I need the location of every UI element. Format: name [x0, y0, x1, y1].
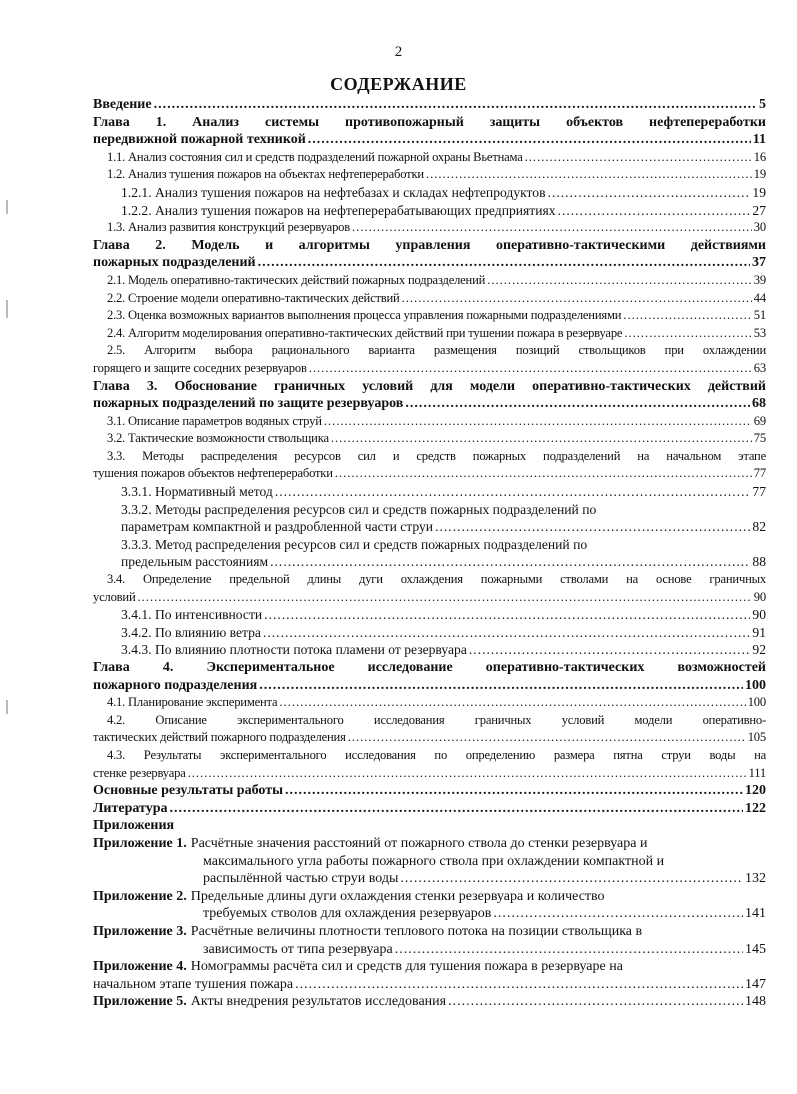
toc-entry[interactable]: [93, 536, 766, 571]
toc-entry[interactable]: [93, 378, 766, 413]
toc-entry-text: 3.4.3. По влиянию плотности потока пламени от резервуара: [121, 642, 467, 658]
appendix-line: [93, 853, 766, 871]
scan-artifact: [6, 700, 8, 714]
appendix-label: Приложение 1.: [93, 835, 187, 851]
toc-page-number: 19: [752, 184, 766, 200]
toc-entry-text: горящего и защите соседних резервуаров: [93, 360, 307, 375]
toc-entry-text: 3.4.1. По интенсивности: [121, 607, 263, 623]
dot-leader: [426, 166, 752, 184]
toc-page-number: 16: [753, 149, 766, 164]
appendix-text: зависимость от типа резервуара: [203, 941, 393, 957]
toc-entry-line: [121, 641, 766, 659]
toc-entry-line: [107, 166, 766, 184]
appendix-text: требуемых стволов для охлаждения резервуаров: [203, 906, 492, 922]
appendix-line: [93, 993, 766, 1011]
appendix-page-number: 141: [745, 906, 766, 922]
toc-page-number: 51: [753, 308, 766, 323]
page-title: СОДЕРЖАНИЕ: [330, 74, 467, 94]
toc-entry-text: 3.3.2. Методы распределения ресурсов сил и средств пожарных подразделений по: [121, 501, 597, 517]
appendix-entry[interactable]: [93, 923, 766, 958]
toc-entry-text: 3.1. Описание параметров водяных струй: [107, 413, 322, 428]
toc-entry-text: 2.2. Строение модели оперативно-тактических действий: [107, 290, 400, 305]
scan-artifact: [6, 200, 8, 214]
toc-page-number: 5: [759, 97, 766, 112]
toc-entry[interactable]: [93, 237, 766, 272]
toc-entry[interactable]: [93, 149, 766, 167]
appendix-text: Номограммы расчёта сил и средств для тушения пожара в резервуаре на: [190, 959, 623, 975]
toc-entry-line: [107, 272, 766, 290]
toc-entry-text: 2.3. Оценка возможных вариантов выполнения процесса управления пожарными подразделениями: [107, 308, 622, 323]
toc-entry-text: условий: [93, 589, 136, 604]
dot-leader: [270, 553, 750, 571]
page-number: 2: [394, 44, 403, 60]
toc-entry-text: Глава 1. Анализ системы противопожарный защиты объектов нефтепереработки: [93, 114, 766, 130]
toc-entry-line: [93, 729, 766, 747]
appendix-text: распылённой частью струи воды: [203, 871, 399, 887]
appendix-text: Расчётные величины плотности теплового потока на позиции ствольщика в: [190, 923, 643, 939]
appendix-line: [93, 835, 766, 853]
toc-entry-line: [107, 325, 766, 343]
dot-leader: [448, 993, 743, 1011]
appendix-entry[interactable]: [93, 958, 766, 993]
appendix-line: [93, 905, 766, 923]
toc-page-number: 37: [752, 255, 766, 271]
toc-entry-text: пожарного подразделения: [93, 677, 258, 693]
appendix-page-number: 132: [745, 871, 766, 887]
toc-entry-text: 3.3. Методы распределения ресурсов сил и средств пожарных подразделений на начальном этапе: [107, 448, 766, 463]
toc-page-number: 69: [753, 413, 766, 428]
toc-entry-text: пожарных подразделений: [93, 255, 256, 271]
dot-leader: [558, 202, 751, 220]
toc-entry-text: 3.2. Тактические возможности ствольщика: [107, 431, 329, 446]
toc-page-number: 27: [752, 202, 766, 218]
toc-entry-text: стенке резервуара: [93, 765, 186, 780]
toc-entry-line: [93, 395, 766, 413]
toc-page-number: 53: [753, 325, 766, 340]
toc-entry-text: 4.1. Планирование эксперимента: [107, 695, 278, 710]
toc-entry[interactable]: [93, 272, 766, 290]
toc-entry-text: 1.2.2. Анализ тушения пожаров на нефтеперерабатывающих предприятиях: [121, 202, 556, 218]
dot-leader: [308, 131, 751, 149]
toc-entry-text: Глава 2. Модель и алгоритмы управления оперативно-тактическими действиями: [93, 237, 766, 253]
toc-entry-line: [93, 518, 766, 536]
dot-leader: [263, 624, 750, 642]
toc-entry-text: 2.1. Модель оперативно-тактических действий пожарных подразделений: [107, 272, 486, 287]
appendix-page-number: 145: [745, 941, 766, 957]
appendix-text: начальном этапе тушения пожара: [93, 976, 294, 992]
appendix-line: [93, 870, 766, 888]
dot-leader: [285, 782, 743, 800]
toc-entry-line: [93, 360, 766, 378]
dot-leader: [309, 360, 752, 378]
toc-entry-line: [107, 430, 766, 448]
dot-leader: [138, 589, 752, 607]
toc-page-number: 100: [747, 695, 766, 710]
toc-entry-text: 2.4. Алгоритм моделирования оперативно-тактических действий при тушении пожара в резервуаре: [107, 325, 623, 340]
toc-entry-line: [93, 677, 766, 695]
toc-entry-line: [93, 553, 766, 571]
toc-page-number: 77: [753, 466, 766, 481]
toc-entry-line: [93, 589, 766, 607]
dot-leader: [279, 694, 745, 712]
toc-entry-line: [93, 465, 766, 483]
toc-page-number: 77: [752, 484, 766, 500]
appendix-page-number: 148: [745, 994, 766, 1010]
dot-leader: [395, 941, 743, 959]
toc-entry-line: [93, 254, 766, 272]
dot-leader: [624, 325, 751, 343]
toc-entry-line: [107, 694, 766, 712]
toc-page-number: 120: [745, 783, 766, 799]
toc-entry-line: [121, 606, 766, 624]
toc-page-number: 82: [752, 519, 766, 535]
toc-entry[interactable]: [93, 325, 766, 343]
toc-entry-text: 1.2.1. Анализ тушения пожаров на нефтебазах и складах нефтепродуктов: [121, 184, 546, 200]
appendix-entry[interactable]: [93, 888, 766, 923]
toc-entry[interactable]: [93, 641, 766, 659]
toc-entry[interactable]: [93, 307, 766, 325]
appendix-text: Предельные длины дуги охлаждения стенки резервуара и количество: [190, 888, 605, 904]
toc-entry-text: 1.1. Анализ состояния сил и средств подразделений пожарной охраны Вьетнама: [107, 149, 523, 164]
dot-leader: [400, 870, 743, 888]
toc-entry[interactable]: [93, 800, 766, 818]
toc-entry-line: [93, 131, 766, 149]
toc-page-number: 11: [752, 132, 766, 148]
dot-leader: [525, 149, 752, 167]
toc-entry[interactable]: [93, 219, 766, 237]
appendix-label: Приложение 4.: [93, 959, 187, 975]
table-of-contents: [93, 96, 766, 1011]
toc-entry-text: 3.4. Определение предельной длины дуги охлаждения пожарными стволами на основе граничных: [107, 572, 766, 587]
scan-artifact: [6, 300, 8, 318]
dot-leader: [295, 976, 743, 994]
dot-leader: [352, 219, 752, 237]
toc-page-number: 39: [753, 272, 766, 287]
toc-entry-line: [93, 782, 766, 800]
toc-entry[interactable]: [93, 606, 766, 624]
toc-entry-text: передвижной пожарной техникой: [93, 132, 306, 148]
appendix-entry[interactable]: [93, 993, 766, 1011]
toc-entry-line: [107, 307, 766, 325]
toc-entry-text: параметрам компактной и раздробленной части струи: [121, 519, 434, 535]
appendix-label: Приложение 2.: [93, 888, 187, 904]
dot-leader: [188, 765, 747, 783]
dot-leader: [331, 430, 752, 448]
toc-entry-line: [93, 96, 766, 114]
toc-entry-line: [121, 624, 766, 642]
toc-entry[interactable]: [93, 624, 766, 642]
dot-leader: [435, 518, 750, 536]
toc-entry-line: [121, 184, 766, 202]
toc-entry[interactable]: [93, 659, 766, 694]
toc-entry-text: тактических действий пожарного подразделения: [93, 730, 346, 745]
appendix-page-number: 147: [745, 976, 766, 992]
dot-leader: [264, 606, 750, 624]
toc-entry-text: 3.3.1. Нормативный метод: [121, 484, 273, 500]
toc-entry-line: [93, 800, 766, 818]
toc-page-number: 91: [752, 624, 766, 640]
dot-leader: [258, 254, 750, 272]
toc-entry-text: Основные результаты работы: [93, 783, 284, 799]
toc-page-number: 88: [752, 554, 766, 570]
toc-entry[interactable]: [93, 166, 766, 184]
toc-entry-text: 1.2. Анализ тушения пожаров на объектах нефтепереработки: [107, 167, 424, 182]
toc-entry-line: [121, 202, 766, 220]
dot-leader: [469, 641, 751, 659]
dot-leader: [493, 905, 743, 923]
dot-leader: [259, 677, 743, 695]
toc-entry[interactable]: [93, 501, 766, 536]
toc-page-number: 68: [752, 396, 766, 412]
toc-entry[interactable]: [93, 782, 766, 800]
dot-leader: [275, 483, 751, 501]
toc-entry-line: [121, 483, 766, 501]
toc-entry-text: Глава 4. Экспериментальное исследование оперативно-тактических возможностей: [93, 660, 766, 675]
toc-page-number: 111: [748, 765, 766, 780]
dot-leader: [623, 307, 752, 325]
toc-entry[interactable]: [93, 114, 766, 149]
appendix-label: Приложение 5.: [93, 994, 187, 1010]
appendix-line: [93, 923, 766, 941]
toc-entry[interactable]: [93, 712, 766, 747]
toc-page-number: 44: [753, 290, 766, 305]
toc-entry-text: 4.2. Описание экспериментального исследования граничных условий модели оперативно-: [107, 712, 766, 727]
toc-entry[interactable]: [93, 483, 766, 501]
toc-entry[interactable]: [93, 96, 766, 114]
appendix-line: [93, 976, 766, 994]
dot-leader: [402, 290, 752, 308]
dot-leader: [405, 395, 750, 413]
appendix-line: [93, 941, 766, 959]
dot-leader: [170, 800, 744, 818]
dot-leader: [487, 272, 752, 290]
toc-page-number: 100: [745, 677, 766, 693]
toc-entry-text: 4.3. Результаты экспериментального исследования по определению размера пятна струи воды на: [107, 747, 766, 762]
toc-page-number: 105: [747, 730, 766, 745]
appendix-text: Расчётные значения расстояний от пожарного ствола до стенки резервуара и: [190, 835, 648, 851]
toc-entry[interactable]: [93, 202, 766, 220]
toc-entry[interactable]: [93, 430, 766, 448]
toc-page-number: 75: [753, 431, 766, 446]
toc-page-number: 63: [753, 360, 766, 375]
dot-leader: [335, 465, 752, 483]
toc-page-number: 122: [745, 800, 766, 816]
toc-page-number: 92: [752, 642, 766, 658]
toc-page-number: 90: [752, 607, 766, 623]
appendix-entry[interactable]: [93, 835, 766, 888]
toc-entry-text: Литература: [93, 800, 168, 816]
toc-entry[interactable]: [93, 184, 766, 202]
toc-entry[interactable]: [93, 448, 766, 483]
toc-page-number: 30: [753, 220, 766, 235]
toc-page-number: 90: [753, 589, 766, 604]
dot-leader: [548, 184, 751, 202]
toc-entry-text: Введение: [93, 97, 152, 112]
toc-entry[interactable]: [93, 694, 766, 712]
appendix-label: Приложение 3.: [93, 923, 187, 939]
toc-entry[interactable]: [93, 413, 766, 431]
toc-entry-text: 3.3.3. Метод распределения ресурсов сил и средств пожарных подразделений по: [121, 536, 588, 552]
toc-entry[interactable]: [93, 290, 766, 308]
toc-entry-line: [107, 219, 766, 237]
appendix-line: [93, 888, 766, 906]
toc-entry-text: 3.4.2. По влиянию ветра: [121, 624, 261, 640]
toc-entry[interactable]: [93, 342, 766, 377]
toc-entry[interactable]: [93, 571, 766, 606]
appendices-heading: Приложения: [93, 818, 175, 834]
toc-entry-line: [107, 149, 766, 167]
toc-entry-text: пожарных подразделений по защите резервуаров: [93, 396, 404, 412]
toc-entry-line: [93, 765, 766, 783]
toc-entry-line: [107, 413, 766, 431]
toc-entry-line: [107, 290, 766, 308]
dot-leader: [348, 729, 746, 747]
dot-leader: [154, 96, 757, 114]
toc-entry-text: предельным расстояниям: [121, 554, 269, 570]
toc-entry-text: Глава 3. Обоснование граничных условий для модели оперативно-тактических действий: [93, 378, 766, 394]
appendix-text: максимального угла работы пожарного ствола при охлаждении компактной и: [203, 853, 665, 869]
toc-entry-text: 2.5. Алгоритм выбора рационального варианта размещения позиций ствольщиков при охлаждении: [107, 343, 766, 358]
toc-entry-text: тушения пожаров объектов нефтепереработки: [93, 466, 333, 481]
appendix-line: [93, 958, 766, 976]
toc-entry-text: 1.3. Анализ развития конструкций резервуаров: [107, 220, 351, 235]
toc-entry[interactable]: [93, 747, 766, 782]
toc-page-number: 19: [753, 167, 766, 182]
dot-leader: [324, 413, 752, 431]
appendix-text: Акты внедрения результатов исследования: [190, 994, 447, 1010]
